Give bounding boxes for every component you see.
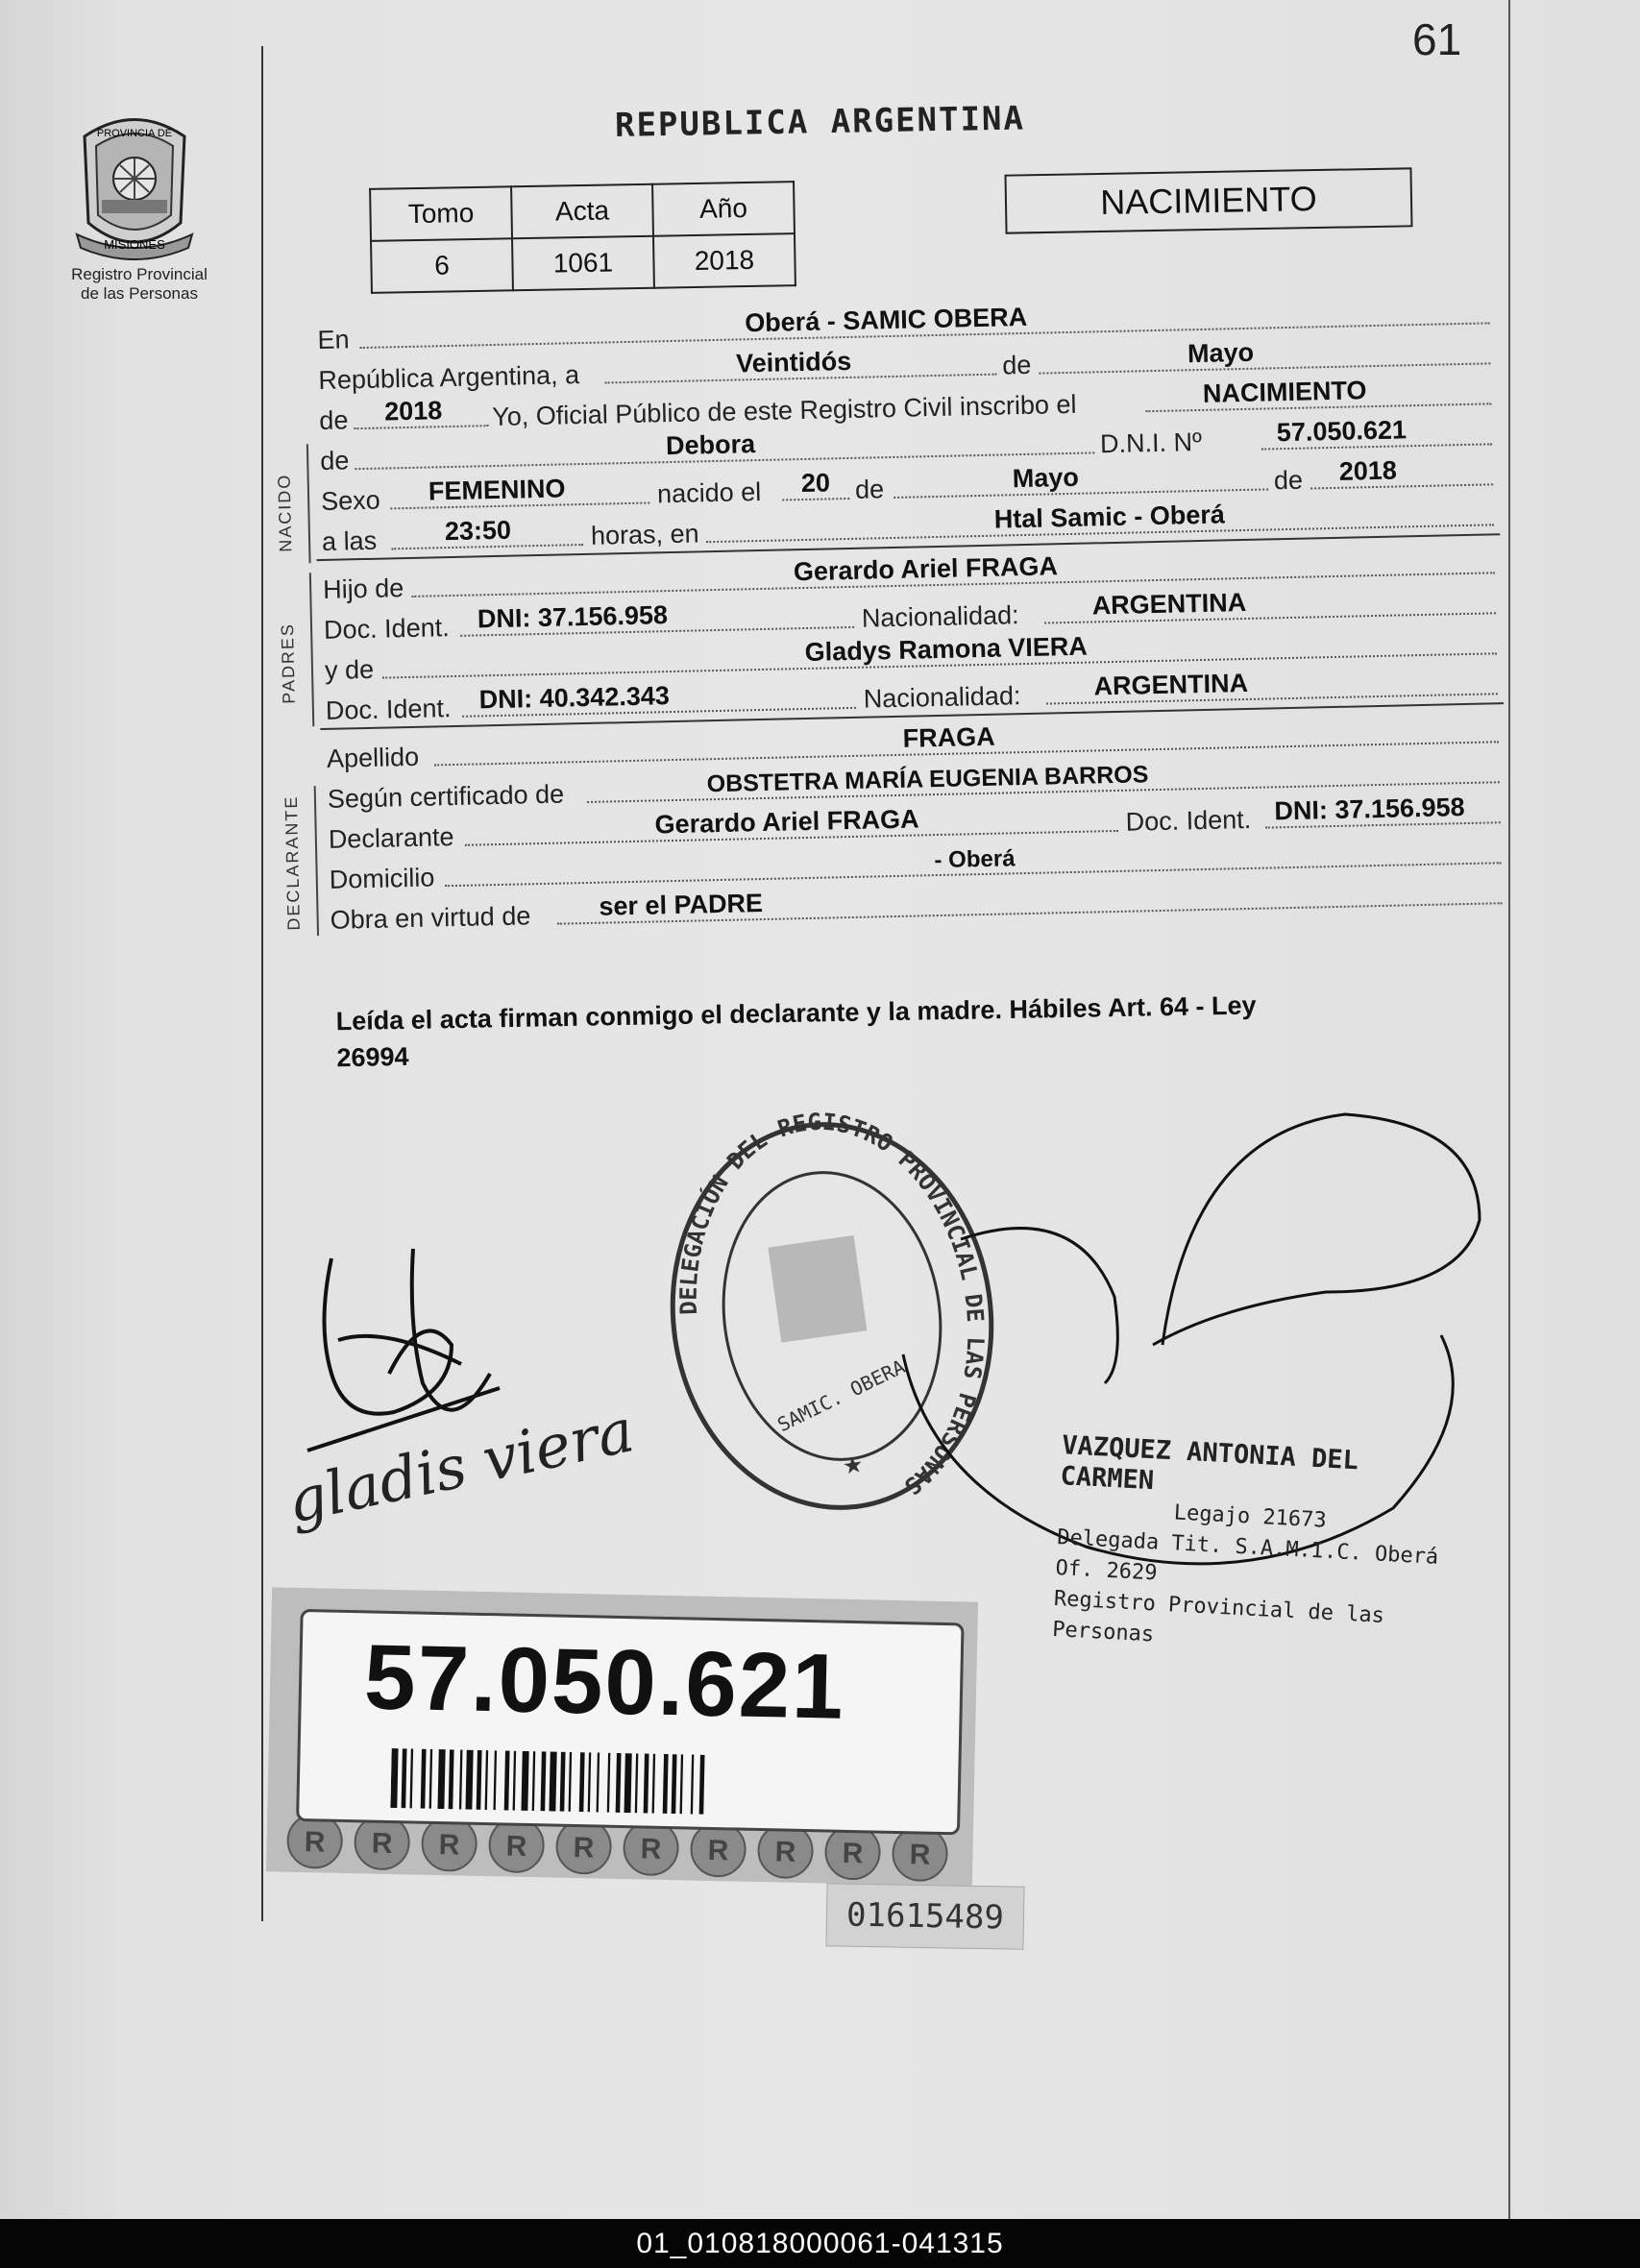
registry-caption-line2: de las Personas: [81, 284, 198, 303]
value-anio-inscripcion: 2018: [383, 396, 443, 427]
footer-file-id: 01_010818000061-041315: [0, 2219, 1640, 2268]
closing-line1: Leída el acta firman conmigo el declarante y la madre. Hábiles Art. 64 - Ley: [335, 990, 1257, 1036]
label-doc-madre: Doc. Ident.: [325, 694, 452, 725]
label-inscribo: Yo, Oficial Público de este Registro Civil inscribo el: [491, 389, 1077, 432]
label-en: En: [317, 325, 350, 354]
value-obra: ser el PADRE: [599, 889, 764, 921]
svg-text:R: R: [573, 1831, 595, 1865]
value-padre-nac: ARGENTINA: [1091, 587, 1247, 621]
label-doc-declarante: Doc. Ident.: [1125, 804, 1252, 837]
value-madre-nac: ARGENTINA: [1093, 668, 1249, 701]
label-de-2: de: [1273, 465, 1304, 496]
acta-value-anio: 2018: [653, 233, 796, 288]
acta-value-acta: 1061: [512, 236, 654, 291]
crest-bottom-text: MISIONES: [104, 237, 165, 252]
section-label-nacido: NACIDO: [274, 473, 296, 552]
label-nacido-el: nacido el: [656, 476, 762, 509]
svg-text:R: R: [438, 1829, 460, 1862]
value-madre: Gladys Ramona VIERA: [804, 631, 1089, 668]
label-doc-padre: Doc. Ident.: [323, 613, 450, 645]
label-apellido: Apellido: [326, 742, 420, 773]
registry-caption-line1: Registro Provincial: [71, 265, 208, 283]
document-title: REPUBLICA ARGENTINA: [614, 99, 1026, 145]
label-y-de: y de: [324, 654, 375, 685]
acta-table-header-row: [370, 182, 795, 241]
acta-header-acta: Acta: [511, 184, 653, 239]
svg-text:R: R: [842, 1837, 864, 1870]
section-label-declarante: DECLARANTE: [281, 794, 304, 931]
official-legajo: Legajo 21673: [1173, 1500, 1328, 1533]
value-tipo-inscripcion: NACIMIENTO: [1202, 376, 1367, 408]
control-number: 01615489: [825, 1883, 1024, 1950]
label-hijo-de: Hijo de: [322, 573, 404, 604]
acta-header-anio: Año: [652, 182, 795, 236]
svg-text:R: R: [304, 1826, 326, 1859]
left-margin-line: [261, 46, 263, 1921]
value-mes-nacimiento: Mayo: [1012, 462, 1080, 494]
value-domicilio: - Oberá: [934, 845, 1016, 874]
page-number: 61: [1412, 14, 1462, 64]
label-de-nombre: de: [319, 446, 350, 476]
label-dni: D.N.I. Nº: [1099, 427, 1203, 459]
label-a-las: a las: [321, 525, 378, 556]
label-de-anio: de: [319, 405, 349, 435]
value-hora: 23:50: [444, 515, 512, 547]
value-declarante: Gerardo Ariel FRAGA: [654, 804, 919, 840]
sticker-label: [296, 1609, 964, 1835]
label-certificado: Según certificado de: [327, 779, 565, 814]
official-name: VAZQUEZ ANTONIA DEL CARMEN: [1059, 1430, 1359, 1497]
official-role: Delegada Tit. S.A.M.I.C. Oberá Of. 2629: [1054, 1525, 1439, 1586]
label-domicilio: Domicilio: [329, 863, 435, 894]
acta-value-tomo: 6: [371, 238, 513, 293]
value-nombre: Debora: [665, 429, 756, 461]
section-label-padres: PADRES: [277, 622, 299, 704]
value-mes: Mayo: [1187, 337, 1255, 369]
label-obra: Obra en virtud de: [330, 901, 531, 935]
label-nac-padre: Nacionalidad:: [861, 600, 1019, 633]
acta-header-tomo: Tomo: [370, 186, 512, 241]
svg-text:R: R: [371, 1827, 393, 1861]
svg-text:R: R: [505, 1830, 527, 1863]
label-sexo: Sexo: [320, 485, 381, 516]
value-madre-doc: DNI: 40.342.343: [478, 681, 671, 715]
label-republica: República Argentina, a: [318, 360, 580, 395]
svg-text:R: R: [640, 1833, 662, 1866]
label-de-mes: de: [1001, 350, 1032, 380]
svg-text:★: ★: [841, 1451, 866, 1480]
section-declarante: [281, 750, 1502, 938]
acta-table-value-row: [371, 233, 796, 293]
label-de-1: de: [854, 475, 885, 504]
value-padre: Gerardo Ariel FRAGA: [793, 551, 1059, 587]
svg-text:R: R: [909, 1839, 931, 1871]
official-org: Registro Provincial de las Personas: [1051, 1586, 1385, 1647]
svg-text:R: R: [707, 1834, 729, 1867]
right-margin-line: [1508, 0, 1510, 2219]
label-declarante: Declarante: [328, 822, 454, 854]
seal-inner-text: SAMIC. OBERA: [773, 1354, 909, 1437]
sticker-dni-number: 57.050.621: [363, 1625, 846, 1739]
value-dni: 57.050.621: [1276, 415, 1407, 448]
value-padre-doc: DNI: 37.156.958: [477, 600, 669, 634]
value-certificado: OBSTETRA MARÍA EUGENIA BARROS: [706, 761, 1149, 798]
registry-caption: [38, 265, 240, 304]
closing-line2: 26994: [336, 1041, 409, 1073]
value-anio-nacimiento: 2018: [1338, 455, 1398, 486]
seal-ring-text: DELEGACIÓN DEL REGISTRO PROVINCIAL DE LAS PERSONAS: [674, 1108, 990, 1500]
dni-barcode-sticker: [266, 1587, 978, 1886]
value-dia-letras: Veintidós: [735, 346, 852, 378]
value-dia: 20: [800, 468, 831, 499]
section-padres: [277, 541, 1498, 730]
official-stamp: [1051, 1430, 1465, 1667]
value-doc-declarante: DNI: 37.156.958: [1274, 793, 1465, 826]
barcode-icon: [390, 1748, 852, 1817]
acta-reference-table: [369, 181, 796, 294]
svg-text:R: R: [774, 1836, 796, 1868]
madre-handwritten-signature: gladis viera: [281, 1395, 640, 1537]
label-nac-madre: Nacionalidad:: [863, 681, 1021, 714]
provincial-crest-icon: [67, 108, 202, 261]
birth-record-form: [274, 291, 1503, 937]
crest-top-text: PROVINCIA DE: [96, 128, 173, 139]
section-nacido: [274, 412, 1495, 561]
value-en: Oberá - SAMIC OBERA: [744, 302, 1028, 338]
value-lugar: Htal Samic - Oberá: [993, 500, 1226, 534]
act-type-box: NACIMIENTO: [1004, 167, 1412, 233]
value-apellido: FRAGA: [902, 721, 996, 753]
value-sexo: FEMENINO: [428, 474, 566, 506]
label-horas-en: horas, en: [590, 519, 699, 550]
